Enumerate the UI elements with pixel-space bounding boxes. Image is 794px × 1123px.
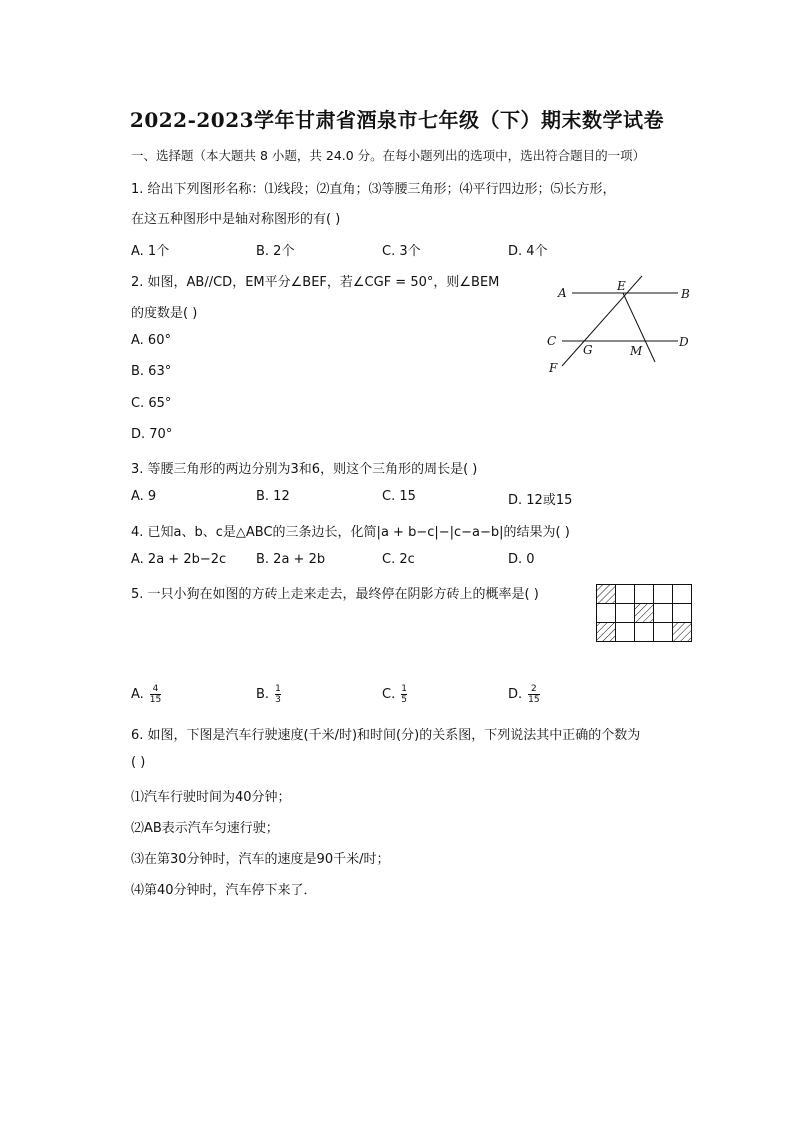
q1-option-c[interactable]: C. 3个 — [382, 244, 421, 259]
question-4-text: 4. 已知a、b、c是△ABC的三条边长，化简|a + b−c|−|c−a−b|的结果为( ) — [131, 525, 570, 540]
tile — [597, 604, 616, 623]
question-1-text-cont: 在这五种图形中是轴对称图形的有( ) — [131, 212, 341, 227]
q1-option-d[interactable]: D. 4个 — [508, 244, 548, 259]
tile — [616, 623, 635, 642]
q6-statement-3: ⑶在第30分钟时，汽车的速度是90千米/时； — [131, 852, 390, 867]
tile — [635, 585, 654, 604]
q2-option-a[interactable]: A. 60° — [131, 333, 171, 348]
tile — [654, 585, 673, 604]
shaded-tile — [673, 623, 692, 642]
label-f: F — [549, 361, 558, 375]
label-e: E — [617, 279, 626, 293]
q5-option-c[interactable]: C. $\frac{1}{5}$ — [382, 684, 407, 705]
q4-option-b[interactable]: B. 2a + 2b — [256, 552, 326, 567]
tile — [635, 623, 654, 642]
question-3-text: 3. 等腰三角形的两边分别为3和6，则这个三角形的周长是( ) — [131, 462, 478, 477]
section-heading: 一、选择题（本大题共 8 小题，共 24.0 分。在每小题列出的选项中，选出符合题目的一项） — [131, 148, 646, 163]
shaded-tile — [597, 623, 616, 642]
q4-option-a[interactable]: A. 2a + 2b−2c — [131, 552, 227, 567]
question-6-text-cont: ( ) — [131, 755, 146, 770]
label-b: B — [681, 287, 690, 301]
parallel-lines-figure — [545, 270, 705, 378]
q6-statement-2: ⑵AB表示汽车匀速行驶； — [131, 821, 279, 836]
label-g: G — [583, 343, 593, 357]
question-2-text-cont: 的度数是( ) — [131, 306, 198, 321]
tile — [654, 604, 673, 623]
q3-option-b[interactable]: B. 12 — [256, 489, 290, 504]
label-m: M — [630, 344, 643, 358]
q5-option-b[interactable]: B. $\frac{1}{3}$ — [256, 684, 281, 705]
tile-grid-figure — [596, 584, 692, 642]
q3-option-a[interactable]: A. 9 — [131, 489, 157, 504]
tile — [673, 585, 692, 604]
q5-option-a[interactable]: A. $\frac{4}{15}$ — [131, 684, 162, 705]
label-d: D — [679, 335, 689, 349]
label-a: A — [558, 286, 567, 300]
q1-option-a[interactable]: A. 1个 — [131, 244, 170, 259]
q5-option-d[interactable]: D. $\frac{2}{15}$ — [508, 684, 540, 705]
question-1-text: 1. 给出下列图形名称：⑴线段；⑵直角；⑶等腰三角形；⑷平行四边形；⑸长方形， — [131, 182, 616, 197]
tile — [673, 604, 692, 623]
tile — [616, 604, 635, 623]
q2-option-b[interactable]: B. 63° — [131, 364, 172, 379]
q1-option-b[interactable]: B. 2个 — [256, 244, 295, 259]
question-2-text: 2. 如图，AB//CD，EM平分∠BEF，若∠CGF = 50°，则∠BEM — [131, 275, 500, 290]
shaded-tile — [635, 604, 654, 623]
q2-option-c[interactable]: C. 65° — [131, 396, 172, 411]
question-5-text: 5. 一只小狗在如图的方砖上走来走去，最终停在阴影方砖上的概率是( ) — [131, 587, 539, 602]
q3-option-d[interactable]: D. 12或15 — [508, 493, 573, 508]
tile — [654, 623, 673, 642]
shaded-tile — [597, 585, 616, 604]
q6-statement-4: ⑷第40分钟时，汽车停下来了． — [131, 883, 317, 898]
q3-option-c[interactable]: C. 15 — [382, 489, 416, 504]
question-6-text: 6. 如图，下图是汽车行驶速度(千米/时)和时间(分)的关系图，下列说法其中正确的个数为 — [131, 728, 641, 743]
q4-option-d[interactable]: D. 0 — [508, 552, 535, 567]
q2-option-d[interactable]: D. 70° — [131, 427, 173, 442]
tile — [616, 585, 635, 604]
q6-statement-1: ⑴汽车行驶时间为40分钟； — [131, 790, 291, 805]
page-title: 2022-2023学年甘肃省酒泉市七年级（下）期末数学试卷 — [129, 108, 665, 132]
label-c: C — [547, 334, 557, 348]
q4-option-c[interactable]: C. 2c — [382, 552, 415, 567]
